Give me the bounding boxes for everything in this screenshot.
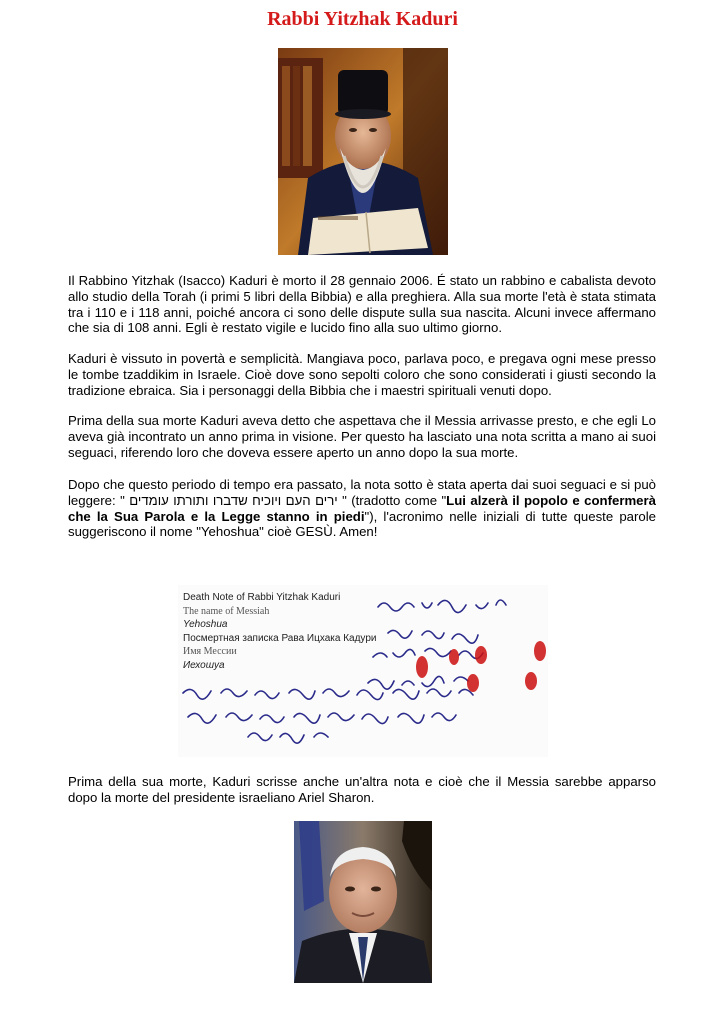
translation-bold: Lui alzerà il popolo e confermerà che la Sua Parola e la Legge stanno in piedi	[68, 492, 656, 524]
death-note-image	[178, 585, 548, 757]
note-caption-6: Иехошуа	[183, 659, 225, 671]
note-caption-3: Yehoshua	[183, 619, 228, 630]
note-caption-2: The name of Messiah	[183, 605, 270, 617]
handwriting-illustration	[178, 585, 548, 757]
kaduri-portrait-image	[278, 48, 448, 255]
paragraph-4-mid: " (tradotto come "	[342, 492, 447, 508]
paragraph-2: Kaduri è vissuto in povertà e semplicità. Mangiava poco, parlava poco, e pregava ogni mese presso le tombe tzaddikim in Israele. Cioè dove sono sepolti coloro che sono considerati i giusti secondo la tradizione ebraica. Sia i personaggi della Bibbia che i maestri spirituali venuti dopo.	[68, 351, 656, 398]
note-caption-1: Death Note of Rabbi Yitzhak Kaduri	[183, 592, 341, 603]
page-title: Rabbi Yitzhak Kaduri	[267, 8, 458, 30]
sharon-photo	[294, 821, 432, 983]
paragraph-1: Il Rabbino Yitzhak (Isacco) Kaduri è morto il 28 gennaio 2006. É stato un rabbino e cabalista devoto allo studio della Torah (i primi 5 libri della Bibbia) e alla preghiera. Alla sua morte l'età è stata stimata tra i 110 e i 118 anni, poiché ancora ci sono delle dispute sulla sua nascita. Alcuni invece affermano che sia di 108 anni. Egli è restato vigile e lucido fino alla suo ultimo giorno.	[68, 273, 656, 336]
paragraph-5: Prima della sua morte, Kaduri scrisse anche un'altra nota e cioè che il Messia sarebbe apparso dopo la morte del presidente israeliano Ariel Sharon.	[68, 774, 656, 805]
paragraph-3: Prima della sua morte Kaduri aveva detto che aspettava che il Messia arrivasse presto, e che egli Lo aveva già incontrato un anno prima in visione. Per questo ha lasciato una nota scritta a mano ai suoi seguaci, riferendo loro che doveva essere aperto un anno dopo la sua morte.	[68, 413, 656, 460]
paragraph-4-outro: "), l'acronimo nelle iniziali di tutte queste parole suggeriscono il nome "Yehoshua" cioè GESÙ. Amen!	[68, 508, 656, 540]
paragraph-4	[68, 477, 656, 540]
paragraph-4-intro: Dopo che questo periodo di tempo era passato, la nota sotto è stata aperta dai suoi seguaci e si può leggere: "	[68, 477, 656, 508]
note-caption-5: Имя Мессии	[183, 646, 237, 657]
note-caption-4: Посмертная записка Рава Ицхака Кадури	[183, 632, 377, 644]
hebrew-quote: ירים העם ויוכיח שדברו ותורתו עומדים	[124, 492, 343, 508]
